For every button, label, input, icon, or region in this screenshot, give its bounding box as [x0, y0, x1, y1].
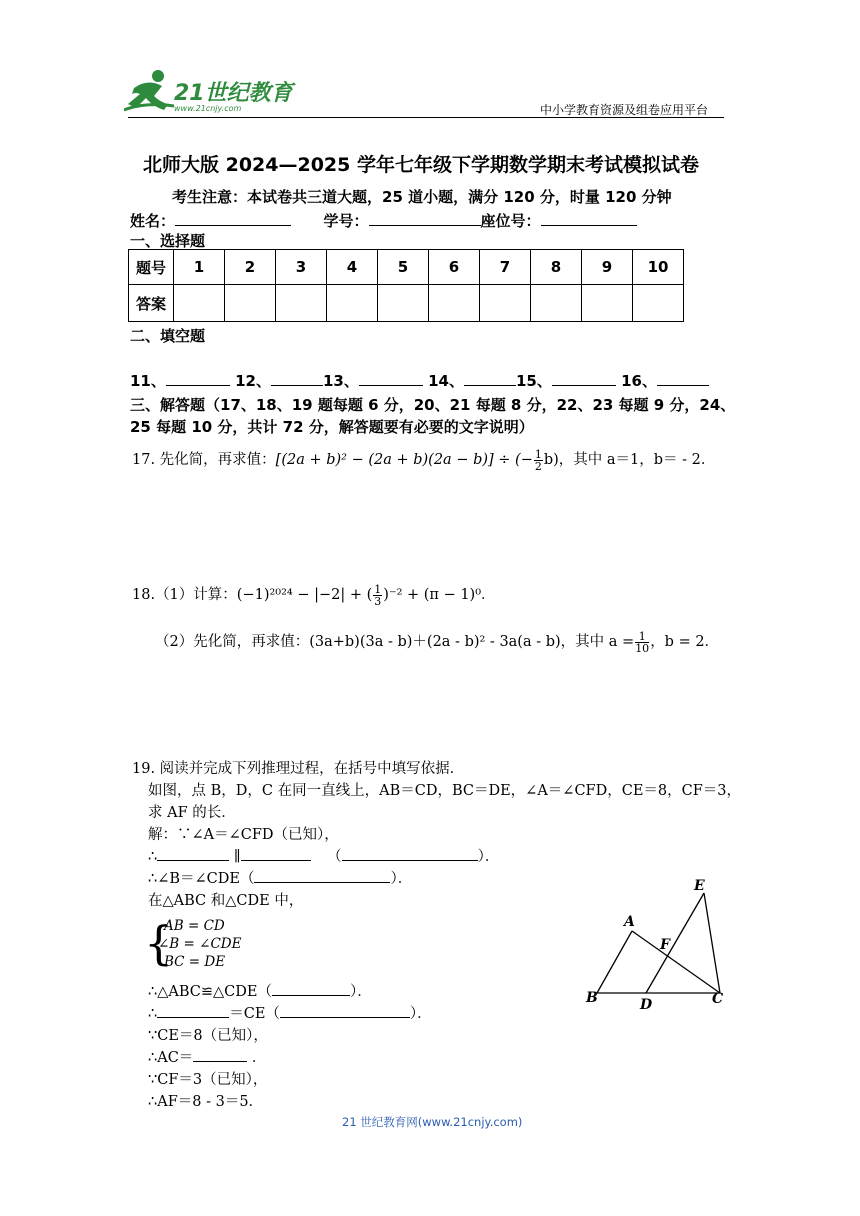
proof-blank[interactable]: [157, 1003, 229, 1019]
table-number-cell: 1: [174, 250, 225, 285]
answer-table: [128, 249, 684, 322]
table-number-cell: 10: [633, 250, 684, 285]
logo-text: 21世纪教育: [174, 81, 293, 106]
id-blank[interactable]: [369, 210, 481, 226]
geometry-figure: [582, 876, 742, 1016]
answer-cell[interactable]: [225, 285, 276, 322]
section2-title: 二、填空题: [130, 327, 206, 345]
notice: 考生注意：本试卷共三道大题，25 道小题，满分 120 分，时量 120 分钟: [172, 188, 672, 206]
fill-blank[interactable]: [552, 370, 616, 386]
footer: 21 世纪教育网(www.21cnjy.com): [342, 1115, 523, 1129]
blank-label: 15、: [515, 372, 552, 390]
logo-url: www.21cnjy.com: [174, 104, 242, 113]
point-label-d: D: [640, 997, 653, 1013]
table-row: [129, 250, 684, 285]
fraction: $\frac{1}{2}$: [534, 447, 542, 473]
table-number-cell: 4: [327, 250, 378, 285]
table-number-cell: 2: [225, 250, 276, 285]
point-label-e: E: [694, 878, 705, 894]
blank-label: 14、: [428, 372, 464, 390]
section1-title: 一、选择题: [130, 232, 206, 250]
question-18-part2: （2）先化简，再求值：(3a+b)(3a - b)＋(2a - b)² - 3a(a - b)，其中 a = $\frac{1}{10}$ ，b = 2．: [155, 629, 720, 655]
point-label-a: A: [624, 914, 635, 930]
answer-cell[interactable]: [378, 285, 429, 322]
id-label: 学号：: [323, 212, 369, 230]
answer-cell[interactable]: [276, 285, 327, 322]
logo: [124, 66, 294, 116]
table-number-cell: 6: [429, 250, 480, 285]
answer-cell[interactable]: [531, 285, 582, 322]
table-row: [129, 285, 684, 322]
proof-blank[interactable]: [272, 981, 350, 997]
answer-cell[interactable]: [480, 285, 531, 322]
system-brace: {: [144, 916, 174, 970]
section3-title-line1: 三、解答题（17、18、19 题每题 6 分，20、21 每题 8 分，22、23 每题 9 分，24、: [130, 396, 736, 414]
proof-blank[interactable]: [193, 1047, 247, 1063]
table-header-cell: 题号: [129, 250, 174, 285]
answer-cell[interactable]: [174, 285, 225, 322]
answer-cell[interactable]: [633, 285, 684, 322]
blank-label: 12、: [235, 372, 271, 390]
fill-blank[interactable]: [271, 370, 323, 386]
seat-label: 座位号：: [480, 212, 541, 230]
fill-blanks: [130, 370, 709, 391]
question-18-part1: 18.（1）计算：(−1)²⁰²⁴ − |−2| + ( $\frac{1}{3}$ )⁻² + (π − 1)⁰．: [132, 582, 496, 608]
fill-blank[interactable]: [657, 370, 709, 386]
page-title: 北师大版 2024—2025 学年七年级下学期数学期末考试模拟试卷: [143, 154, 699, 176]
fill-blank[interactable]: [464, 370, 516, 386]
runner-logo-icon: [124, 68, 176, 114]
answer-cell[interactable]: [429, 285, 480, 322]
section3-title-line2: 25 每题 10 分，共计 72 分，解答题要有必要的文字说明）: [130, 418, 534, 436]
platform-text: 中小学教育资源及组卷应用平台: [540, 103, 709, 117]
table-number-cell: 7: [480, 250, 531, 285]
proof-blank[interactable]: [254, 868, 390, 884]
proof-blank[interactable]: [342, 846, 478, 862]
table-header-cell: 答案: [129, 285, 174, 322]
seat-blank[interactable]: [541, 210, 637, 226]
fill-blank[interactable]: [359, 370, 423, 386]
student-info: [130, 210, 637, 231]
point-label-b: B: [586, 990, 598, 1006]
proof-blank[interactable]: [280, 1003, 410, 1019]
blank-label: 13、: [322, 372, 359, 390]
table-number-cell: 3: [276, 250, 327, 285]
answer-cell[interactable]: [327, 285, 378, 322]
table-number-cell: 8: [531, 250, 582, 285]
fraction: $\frac{1}{10}$: [635, 629, 650, 655]
name-blank[interactable]: [175, 210, 291, 226]
header-divider: [128, 117, 724, 118]
fill-blank[interactable]: [166, 370, 230, 386]
name-label: 姓名：: [130, 212, 176, 230]
proof-blank[interactable]: [157, 846, 229, 862]
blank-label: 11、: [130, 372, 166, 390]
answer-cell[interactable]: [582, 285, 633, 322]
fraction: $\frac{1}{3}$: [374, 582, 382, 608]
question-17: 17. 先化简，再求值：[(2a + b)² − (2a + b)(2a − b)] ÷ (− $\frac{1}{2}$ b)，其中 a＝1，b＝ - 2．: [132, 447, 716, 473]
table-number-cell: 9: [582, 250, 633, 285]
proof-blank[interactable]: [241, 846, 311, 862]
table-number-cell: 5: [378, 250, 429, 285]
point-label-c: C: [712, 991, 724, 1007]
point-label-f: F: [660, 937, 670, 953]
blank-label: 16、: [621, 372, 657, 390]
